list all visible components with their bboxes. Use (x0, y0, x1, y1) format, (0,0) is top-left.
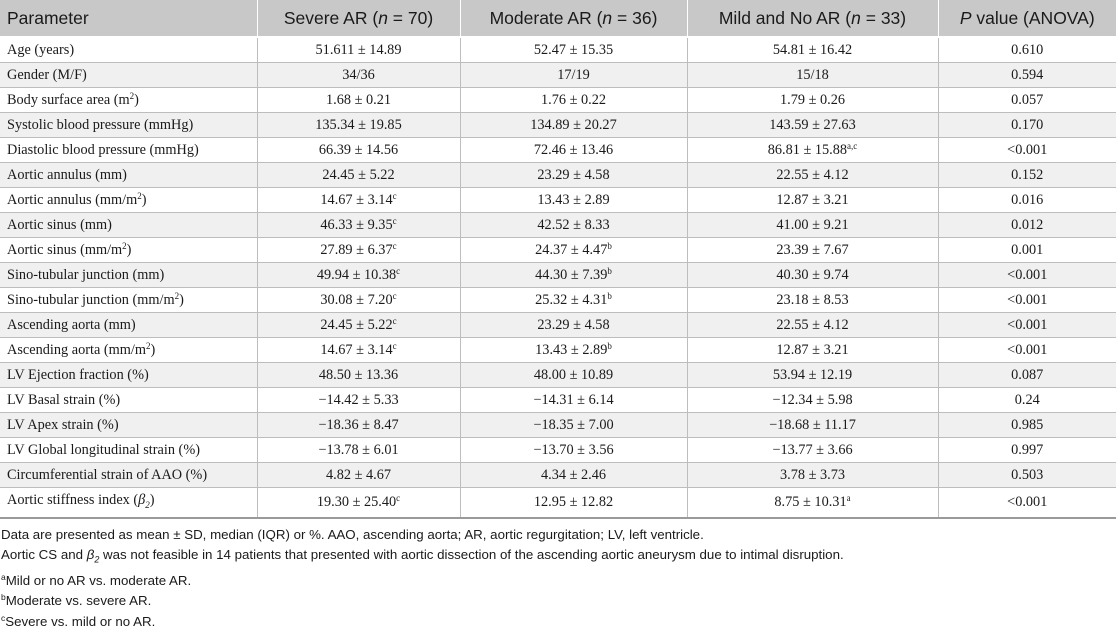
table-row (0, 263, 1116, 288)
cell-severe-ar: 14.67 ± 3.14$^c$ (257, 338, 460, 363)
table-footnotes (0, 519, 1116, 632)
cell-p-value: <0.001 (938, 138, 1116, 163)
header-moderate-ar: Moderate AR (n = 36) (460, 0, 687, 37)
cell-mild-no-ar: 54.81 ± 16.42 (687, 37, 938, 63)
cell-p-value: <0.001 (938, 288, 1116, 313)
cell-mild-no-ar: 1.79 ± 0.26 (687, 88, 938, 113)
cell-parameter: Circumferential strain of AAO (%) (0, 463, 257, 488)
cell-severe-ar: 4.82 ± 4.67 (257, 463, 460, 488)
cell-moderate-ar: 134.89 ± 20.27 (460, 113, 687, 138)
table-row (0, 238, 1116, 263)
cell-parameter: Diastolic blood pressure (mmHg) (0, 138, 257, 163)
cell-moderate-ar: 44.30 ± 7.39$^b$ (460, 263, 687, 288)
footnote-a: $^a$Mild or no AR vs. moderate AR. (1, 571, 192, 588)
cell-mild-no-ar: 15/18 (687, 63, 938, 88)
cell-severe-ar: 66.39 ± 14.56 (257, 138, 460, 163)
cell-parameter: LV Global longitudinal strain (%) (0, 438, 257, 463)
cell-mild-no-ar: 22.55 ± 4.12 (687, 163, 938, 188)
table-row (0, 113, 1116, 138)
cell-moderate-ar: 25.32 ± 4.31$^b$ (460, 288, 687, 313)
cell-moderate-ar: 24.37 ± 4.47$^b$ (460, 238, 687, 263)
cell-moderate-ar: 23.29 ± 4.58 (460, 313, 687, 338)
cell-p-value: 0.087 (938, 363, 1116, 388)
footnote-feasibility: Aortic CS and $\beta_2$ was not feasible in 14 patients that presented with aortic dissection of the ascending aortic aneurysm due to intimal disruption. (1, 547, 844, 566)
cell-p-value: <0.001 (938, 338, 1116, 363)
table-row (0, 88, 1116, 113)
cell-parameter: Age (years) (0, 37, 257, 63)
cell-mild-no-ar: −13.77 ± 3.66 (687, 438, 938, 463)
cell-p-value: <0.001 (938, 263, 1116, 288)
cell-mild-no-ar: 8.75 ± 10.31$^a$ (687, 488, 938, 518)
cell-p-value: 0.610 (938, 37, 1116, 63)
cell-severe-ar: 135.34 ± 19.85 (257, 113, 460, 138)
cell-parameter: Sino-tubular junction $(mm/m^2)$ (0, 288, 257, 313)
cell-moderate-ar: 1.76 ± 0.22 (460, 88, 687, 113)
cell-moderate-ar: 23.29 ± 4.58 (460, 163, 687, 188)
cell-moderate-ar: 42.52 ± 8.33 (460, 213, 687, 238)
header-parameter: Parameter (0, 0, 257, 37)
cell-p-value: 0.152 (938, 163, 1116, 188)
cell-moderate-ar: −13.70 ± 3.56 (460, 438, 687, 463)
header-mild-no-ar: Mild and No AR (n = 33) (687, 0, 938, 37)
header-severe-ar: Severe AR (n = 70) (257, 0, 460, 37)
cell-severe-ar: 19.30 ± 25.40$^c$ (257, 488, 460, 518)
cell-severe-ar: −18.36 ± 8.47 (257, 413, 460, 438)
cell-moderate-ar: 72.46 ± 13.46 (460, 138, 687, 163)
footnote-abbreviations: Data are presented as mean ± SD, median (IQR) or %. AAO, ascending aorta; AR, aortic regurgitation; LV, left ventricle. (1, 526, 704, 542)
cell-severe-ar: 24.45 ± 5.22 (257, 163, 460, 188)
table-row (0, 63, 1116, 88)
cell-mild-no-ar: $86.81 \pm 15.88^{a,c}$ (687, 138, 938, 163)
table-row (0, 463, 1116, 488)
cell-severe-ar: 46.33 ± 9.35$^c$ (257, 213, 460, 238)
cell-mild-no-ar: 12.87 ± 3.21 (687, 188, 938, 213)
table-row (0, 37, 1116, 63)
table-row (0, 188, 1116, 213)
table-row (0, 413, 1116, 438)
table-row (0, 213, 1116, 238)
cell-p-value: 0.012 (938, 213, 1116, 238)
cell-parameter: LV Apex strain (%) (0, 413, 257, 438)
cell-mild-no-ar: 143.59 ± 27.63 (687, 113, 938, 138)
table-row (0, 388, 1116, 413)
cell-parameter: Systolic blood pressure (mmHg) (0, 113, 257, 138)
cell-mild-no-ar: 53.94 ± 12.19 (687, 363, 938, 388)
cell-moderate-ar: 48.00 ± 10.89 (460, 363, 687, 388)
cell-p-value: 0.001 (938, 238, 1116, 263)
table-row (0, 163, 1116, 188)
cell-p-value: 0.594 (938, 63, 1116, 88)
table-row (0, 288, 1116, 313)
cell-severe-ar: 49.94 ± 10.38$^c$ (257, 263, 460, 288)
header-row (0, 0, 1116, 37)
cell-mild-no-ar: −18.68 ± 11.17 (687, 413, 938, 438)
cell-severe-ar: 27.89 ± 6.37$^c$ (257, 238, 460, 263)
footnote-c: $^c$Severe vs. mild or no AR. (1, 612, 156, 629)
cell-mild-no-ar: 40.30 ± 9.74 (687, 263, 938, 288)
cell-parameter: LV Ejection fraction (%) (0, 363, 257, 388)
cell-severe-ar: −13.78 ± 6.01 (257, 438, 460, 463)
cell-mild-no-ar: −12.34 ± 5.98 (687, 388, 938, 413)
cell-parameter: Body surface area $(m^2)$ (0, 88, 257, 113)
table-row (0, 138, 1116, 163)
table-row (0, 438, 1116, 463)
table-row (0, 313, 1116, 338)
cell-severe-ar: 14.67 ± 3.14$^c$ (257, 188, 460, 213)
cell-parameter: Aortic annulus $(mm/m^2)$ (0, 188, 257, 213)
cell-p-value: 0.057 (938, 88, 1116, 113)
cell-parameter: Aortic sinus (mm) (0, 213, 257, 238)
cell-parameter: Aortic sinus $(mm/m^2)$ (0, 238, 257, 263)
table-row (0, 363, 1116, 388)
cell-moderate-ar: 4.34 ± 2.46 (460, 463, 687, 488)
cell-severe-ar: 51.611 ± 14.89 (257, 37, 460, 63)
cell-p-value: <0.001 (938, 488, 1116, 518)
cell-moderate-ar: 12.95 ± 12.82 (460, 488, 687, 518)
cell-p-value: 0.503 (938, 463, 1116, 488)
cell-mild-no-ar: 23.18 ± 8.53 (687, 288, 938, 313)
cell-parameter: Ascending aorta (mm) (0, 313, 257, 338)
cell-p-value: 0.016 (938, 188, 1116, 213)
cell-severe-ar: 1.68 ± 0.21 (257, 88, 460, 113)
cell-parameter: Ascending aorta $(mm/m^2)$ (0, 338, 257, 363)
table-row (0, 488, 1116, 518)
cell-moderate-ar: 13.43 ± 2.89$^b$ (460, 338, 687, 363)
cell-moderate-ar: 52.47 ± 15.35 (460, 37, 687, 63)
cell-moderate-ar: 17/19 (460, 63, 687, 88)
cell-severe-ar: 30.08 ± 7.20$^c$ (257, 288, 460, 313)
cell-severe-ar: 24.45 ± 5.22$^c$ (257, 313, 460, 338)
cell-severe-ar: −14.42 ± 5.33 (257, 388, 460, 413)
cell-severe-ar: 48.50 ± 13.36 (257, 363, 460, 388)
table-row (0, 338, 1116, 363)
cell-mild-no-ar: 41.00 ± 9.21 (687, 213, 938, 238)
cell-p-value: 0.24 (938, 388, 1116, 413)
cell-mild-no-ar: 23.39 ± 7.67 (687, 238, 938, 263)
cell-p-value: 0.170 (938, 113, 1116, 138)
cell-moderate-ar: −18.35 ± 7.00 (460, 413, 687, 438)
cell-moderate-ar: 13.43 ± 2.89 (460, 188, 687, 213)
cell-p-value: 0.997 (938, 438, 1116, 463)
cell-parameter: LV Basal strain (%) (0, 388, 257, 413)
cell-parameter: Aortic annulus (mm) (0, 163, 257, 188)
cell-mild-no-ar: 12.87 ± 3.21 (687, 338, 938, 363)
cell-parameter: Gender (M/F) (0, 63, 257, 88)
header-p-value: P value (ANOVA) (938, 0, 1116, 37)
cell-moderate-ar: −14.31 ± 6.14 (460, 388, 687, 413)
cell-p-value: <0.001 (938, 313, 1116, 338)
footnote-b: $^b$Moderate vs. severe AR. (1, 592, 152, 609)
cell-parameter: Sino-tubular junction (mm) (0, 263, 257, 288)
cell-mild-no-ar: 22.55 ± 4.12 (687, 313, 938, 338)
cell-parameter: Aortic stiffness index $(\beta_2)$ (0, 488, 257, 518)
cell-severe-ar: 34/36 (257, 63, 460, 88)
cell-p-value: 0.985 (938, 413, 1116, 438)
cell-mild-no-ar: 3.78 ± 3.73 (687, 463, 938, 488)
